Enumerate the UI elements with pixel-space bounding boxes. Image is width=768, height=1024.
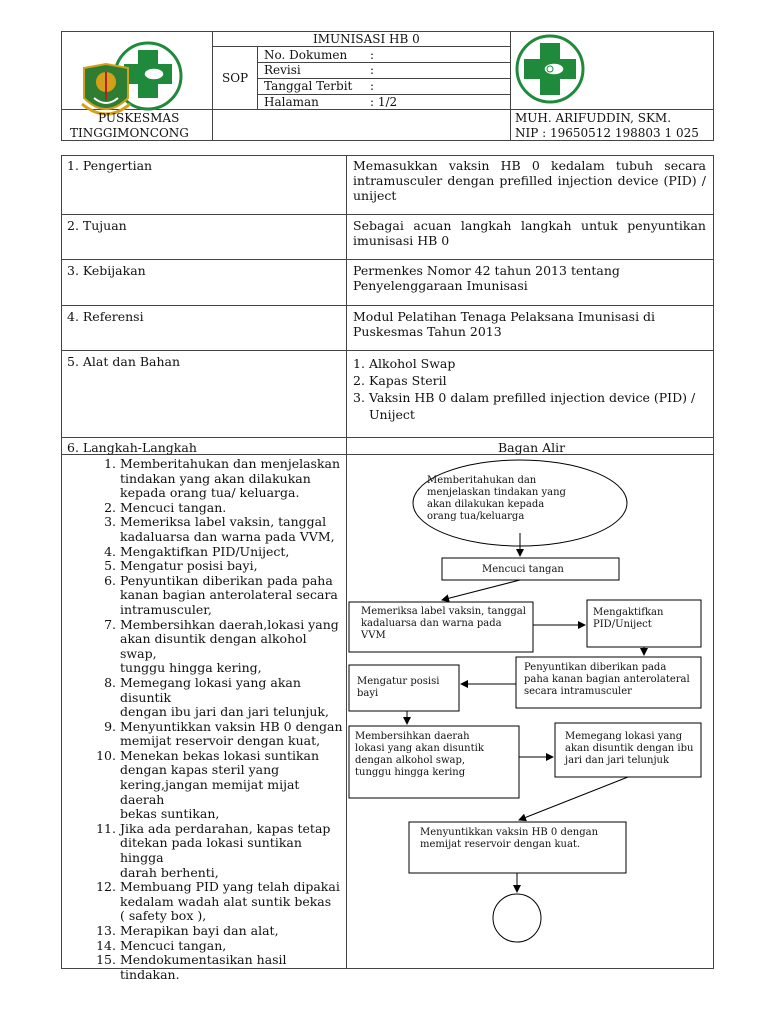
step-item xyxy=(68,501,344,516)
step-item xyxy=(68,939,344,954)
step-number: 9. xyxy=(104,718,116,734)
meta-value-revisi: : xyxy=(370,63,375,77)
step-number: 11. xyxy=(96,820,116,836)
meta-label-tanggal: Tanggal Terbit xyxy=(264,79,353,93)
step-item xyxy=(68,778,344,807)
step-number: 3. xyxy=(104,514,116,530)
alat-item: 3. Vaksin HB 0 dalam prefilled injection device (PID) / xyxy=(353,390,696,405)
label-kebijakan: 3. Kebijakan xyxy=(67,263,146,278)
label-referensi: 4. Referensi xyxy=(67,309,144,324)
step-item xyxy=(68,734,344,749)
step-item xyxy=(68,486,344,501)
meta-label-halaman: Halaman xyxy=(264,95,319,109)
step-number: 6. xyxy=(104,572,116,588)
meta-label-dokumen: No. Dokumen xyxy=(264,48,348,62)
step-number: 15. xyxy=(96,952,116,968)
step-text: Menyuntikkan vaksin HB 0 dengan xyxy=(120,718,343,734)
step-item xyxy=(68,530,344,545)
flow-aktifkan-text: Mengaktifkan PID/Uniject xyxy=(593,607,664,630)
flow-start-text: Memberitahukan dan menjelaskan tindakan yang akan dilakukan kepada orang tua/keluarga xyxy=(427,475,566,522)
sop-title: IMUNISASI HB 0 xyxy=(313,32,420,46)
steps-list xyxy=(68,457,344,982)
step-number: 13. xyxy=(96,923,116,938)
flowchart xyxy=(347,455,713,968)
step-number: 10. xyxy=(96,747,116,763)
step-item xyxy=(68,632,344,661)
step-text: Mengatur posisi bayi, xyxy=(120,558,258,574)
label-pengertian: 1. Pengertian xyxy=(67,158,153,173)
org-name-line1: PUSKESMAS xyxy=(98,111,180,125)
step-item xyxy=(68,909,344,924)
step-item xyxy=(68,574,344,589)
step-text: Membersihkan daerah,lokasi yang xyxy=(120,616,339,632)
step-text: Menekan bekas lokasi suntikan xyxy=(120,747,320,763)
text-kebijakan-line2: Penyelenggaraan Imunisasi xyxy=(353,278,528,293)
meta-value-dokumen: : xyxy=(370,48,375,62)
step-text: tunggu hingga kering, xyxy=(120,660,262,676)
step-text: darah berhenti, xyxy=(120,864,219,880)
step-item xyxy=(68,953,344,982)
text-kebijakan-line1: Permenkes Nomor 42 tahun 2013 tentang xyxy=(353,263,620,278)
meta-label-revisi: Revisi xyxy=(264,63,301,77)
alat-item: Uniject xyxy=(369,407,415,422)
step-item xyxy=(68,559,344,574)
flow-posisi-text: Mengatur posisi bayi xyxy=(357,676,440,699)
step-item xyxy=(68,472,344,487)
step-item xyxy=(68,588,344,603)
org-name-line2: TINGGIMONCONG xyxy=(70,126,189,140)
step-item xyxy=(68,457,344,472)
step-item xyxy=(68,807,344,822)
alat-item: 2. Kapas Steril xyxy=(353,373,447,388)
step-number: 8. xyxy=(104,674,116,690)
step-item xyxy=(68,720,344,735)
step-item xyxy=(68,822,344,837)
step-item xyxy=(68,515,344,530)
step-item xyxy=(68,763,344,778)
flow-end-node xyxy=(493,894,541,942)
step-item xyxy=(68,749,344,764)
step-text: kepada orang tua/ keluarga. xyxy=(120,485,300,501)
flow-bersihkan-text: Membersihkan daerah lokasi yang akan disuntik dengan alkohol swap, tunggu hingga kering xyxy=(355,731,484,778)
signer-name: MUH. ARIFUDDIN, SKM. xyxy=(515,111,672,125)
meta-value-tanggal: : xyxy=(370,79,375,93)
flow-periksa-text: Memeriksa label vaksin, tanggal kadaluarsa dan warna pada VVM xyxy=(361,606,526,641)
alat-item: 1. Alkohol Swap xyxy=(353,356,456,371)
flow-pegang-text: Memegang lokasi yang akan disuntik dengan ibu jari dan jari telunjuk xyxy=(565,731,694,766)
step-item xyxy=(68,866,344,881)
step-item xyxy=(68,618,344,633)
puskesmas-logo-right xyxy=(512,33,588,105)
label-langkah: 6. Langkah-Langkah xyxy=(67,440,197,455)
step-item xyxy=(68,895,344,910)
step-number: 14. xyxy=(96,937,116,953)
step-item xyxy=(68,676,344,705)
step-text: tindakan yang akan dilakukan xyxy=(120,470,311,486)
flow-suntik-text: Penyuntikan diberikan pada paha kanan bagian anterolateral secara intramusculer xyxy=(524,662,690,697)
step-number: 2. xyxy=(104,499,116,515)
meta-value-halaman: : 1/2 xyxy=(370,95,398,109)
flow-cuci-text: Mencuci tangan xyxy=(482,564,564,575)
text-referensi-line2: Puskesmas Tahun 2013 xyxy=(353,324,502,339)
step-text: Merapikan bayi dan alat, xyxy=(120,923,279,938)
sop-label: SOP xyxy=(222,71,249,85)
step-text: kering,jangan memijat mijat daerah xyxy=(120,777,300,807)
step-text: ( safety box ), xyxy=(120,908,207,924)
step-text: Memberitahukan dan menjelaskan xyxy=(120,456,341,471)
step-text: dengan kapas steril yang xyxy=(120,762,280,778)
step-item xyxy=(68,880,344,895)
flow-menyuntik-text: Menyuntikkan vaksin HB 0 dengan memijat reservoir dengan kuat. xyxy=(420,827,599,850)
step-text: Membuang PID yang telah dipakai xyxy=(120,879,340,895)
step-item xyxy=(68,924,344,939)
label-alat: 5. Alat dan Bahan xyxy=(67,354,181,369)
step-number: 12. xyxy=(96,879,116,895)
step-text: Mencuci tangan, xyxy=(120,937,227,953)
step-item xyxy=(68,603,344,618)
step-number: 7. xyxy=(104,616,116,632)
step-text: Mencuci tangan. xyxy=(120,499,227,515)
label-bagan-alir: Bagan Alir xyxy=(498,440,566,455)
step-text: Memeriksa label vaksin, tanggal xyxy=(120,514,327,530)
step-text: kanan bagian anterolateral secara xyxy=(120,587,338,603)
step-text: ditekan pada lokasi suntikan hingga xyxy=(120,835,302,866)
step-number: 1. xyxy=(104,456,116,471)
step-number: 4. xyxy=(104,543,116,559)
step-text: intramusculer, xyxy=(120,601,212,617)
step-text: Mengaktifkan PID/Uniject, xyxy=(120,543,290,559)
text-tujuan: Sebagai acuan langkah langkah untuk penyuntikan imunisasi HB 0 xyxy=(353,218,706,248)
step-number: 5. xyxy=(104,558,116,574)
step-item xyxy=(68,836,344,865)
label-tujuan: 2. Tujuan xyxy=(67,218,127,233)
step-text: memijat reservoir dengan kuat, xyxy=(120,733,321,749)
text-pengertian: Memasukkan vaksin HB 0 kedalam tubuh secara intramusculer dengan prefilled injection device (PID) / uniject xyxy=(353,158,706,203)
step-item xyxy=(68,661,344,676)
step-text: dengan ibu jari dan jari telunjuk, xyxy=(120,704,329,720)
step-text: akan disuntik dengan alkohol swap, xyxy=(120,631,307,661)
step-text: Mendokumentasikan hasil tindakan. xyxy=(120,952,287,982)
step-text: Jika ada perdarahan, kapas tetap xyxy=(120,820,331,836)
step-text: bekas suntikan, xyxy=(120,806,220,822)
text-referensi-line1: Modul Pelatihan Tenaga Pelaksana Imunisasi di xyxy=(353,309,656,324)
step-item xyxy=(68,545,344,560)
step-text: kedalam wadah alat suntik bekas xyxy=(120,893,332,909)
step-text: kadaluarsa dan warna pada VVM, xyxy=(120,528,335,544)
alat-list xyxy=(353,355,708,423)
signer-nip: NIP : 19650512 198803 1 025 xyxy=(515,126,699,140)
step-item xyxy=(68,705,344,720)
step-text: Memegang lokasi yang akan disuntik xyxy=(120,674,301,705)
step-text: Penyuntikan diberikan pada paha xyxy=(120,572,333,588)
